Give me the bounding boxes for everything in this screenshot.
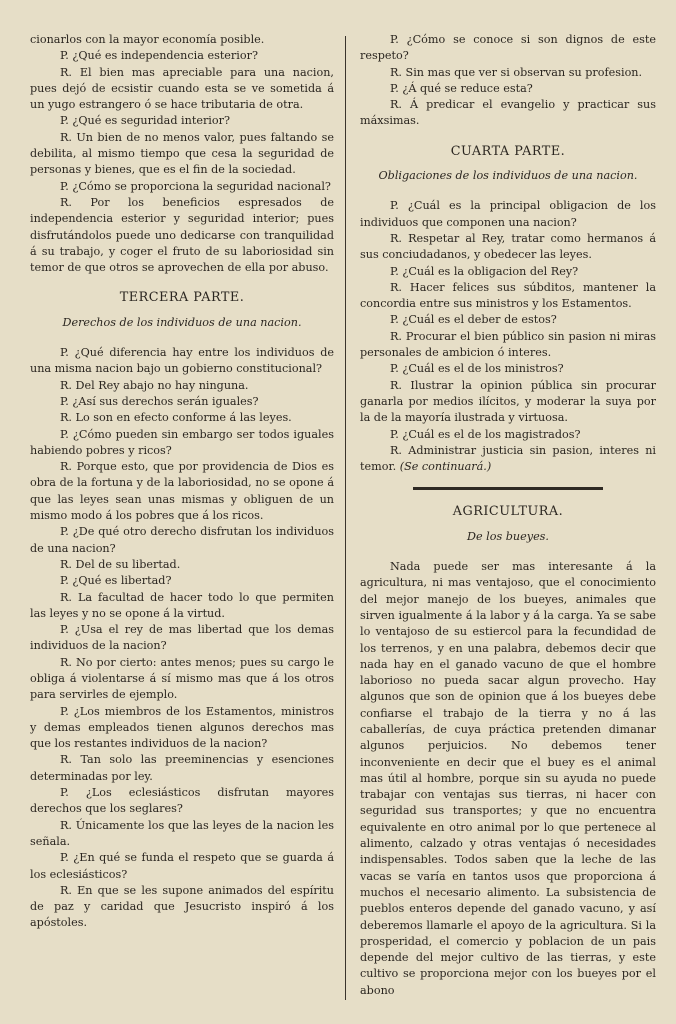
question: P. ¿Usa el rey de mas libertad que los demas individuos de la nacion?: [30, 623, 334, 653]
answer: R. Á predicar el evangelio y practicar sus máxsimas.: [360, 98, 656, 128]
answer: R. Del Rey abajo no hay ninguna.: [60, 378, 249, 392]
question: P. ¿Cuál es el de los ministros?: [390, 362, 564, 376]
continued-note: (Se continuará.): [399, 460, 492, 474]
question: P. ¿En qué se funda el respeto que se guarda á los eclesiásticos?: [30, 851, 334, 881]
answer-text: R. Administrar justicia sin pasion, interes ni temor.: [360, 443, 656, 474]
question: P. ¿Los miembros de los Estamentos, ministros y demas empleados tienen algunos derechos mas que los restantes individuos de la nacion?: [30, 704, 334, 751]
article-body: Nada puede ser mas interesante á la agricultura, ni mas ventajoso, que el conocimiento del mejor manejo de los bueyes, animales que sirven igualmente á la labor y á la carga. Ya se sabe lo ventajoso de su estiercol para la fecundidad de los terrenos, y en una palabra, debemos decir que nada hay en el ganado vacuno de que el hombre laborioso no pueda sacar algun provecho. Hay algunos que son de opinion que á los bueyes debe confiarse el trabajo de la tierra y no á las caballerías, de cuya práctica pretenden dimanar algunos perjuicios. No debemos tener inconveniente en decir que el buey es el animal mas útil al hombre, porque sin su ayuda no puede trabajar con ventajas sus tierras, ni hacer con seguridad sus transportes; y que no encuentra equivalente en otro animal por lo que pertenece al alimento, calzado y otras ventajas ó necesidades indispensables. Todos saben que la leche de las vacas se varía en tantos usos que proporciona á muchos el necesario alimento. La subsistencia de pueblos enteros depende del ganado vacuno, y así deberemos llamarle el apoyo de la agricultura. Si la prosperidad, el comercio y poblacion de un pais depende del mejor cultivo de las tierras, y este cultivo se proporciona mejor con los bueyes por el abono: [360, 560, 656, 997]
answer: R. Procurar el bien público sin pasion ni miras personales de ambicion ó interes.: [360, 329, 656, 360]
question: P. ¿Á qué se reduce esta?: [390, 81, 533, 95]
section-subheading: Derechos de los individuos de una nacion.: [62, 315, 302, 329]
right-column: [360, 32, 656, 999]
answer: R. Ilustrar la opinion pública sin procurar ganarla por medios ilícitos, y moderar la suya por la de la mayoría ilustrada y virtuosa.: [360, 378, 656, 425]
question: P. ¿Cómo se conoce si son dignos de este respeto?: [360, 33, 656, 63]
answer: R. Respetar al Rey, tratar como hermanos á sus conciudadanos, y obedecer las leyes.: [360, 231, 656, 262]
section-rule: [413, 487, 603, 490]
answer: R. Porque esto, que por providencia de Dios es obra de la fortuna y de la laboriosidad, no se opone á que las leyes sean unas mismas y obliguen de un mismo modo á los pobres que á los ricos.: [30, 460, 334, 523]
answer: R. Por los beneficios espresados de independencia esterior y seguridad interior; pues disfrutándolos puede uno dedicarse con tranquilidad á su trabajo, y coger el fruto de su laboriosidad sin temor de que otros se aprovechen de ella por abuso.: [30, 195, 334, 275]
answer: R. Tan solo las preeminencias y esenciones determinadas por ley.: [30, 753, 334, 783]
answer: R. En que se les supone animados del espíritu de paz y caridad que Jesucristo inspiró á los apóstoles.: [30, 883, 334, 930]
question: P. ¿Cuál es el deber de estos?: [390, 313, 557, 327]
question: P. ¿Qué diferencia hay entre los individuos de una misma nacion bajo un gobierno constitucional?: [30, 346, 334, 376]
answer: R. La facultad de hacer todo lo que permiten las leyes y no se opone á la virtud.: [30, 590, 334, 620]
question: P. ¿Qué es libertad?: [60, 574, 172, 588]
section-heading-tercera: TERCERA PARTE.: [119, 290, 245, 306]
question: P. ¿Cómo pueden sin embargo ser todos iguales habiendo pobres y ricos?: [30, 427, 334, 457]
answer: R. El bien mas apreciable para una nacion, pues dejó de ecsistir cuando esta se ve sometida á un yugo estrangero ó se hace tributaria de otra.: [30, 65, 334, 112]
question: P. ¿Qué es independencia esterior?: [60, 49, 258, 63]
answer: [360, 443, 656, 476]
column-divider: [345, 36, 346, 1000]
question: P. ¿Cuál es la principal obligacion de los individuos que componen una nacion?: [360, 199, 656, 229]
answer: R. Del de su libertad.: [60, 557, 181, 571]
section-subheading: De los bueyes.: [467, 529, 549, 543]
section-subheading: Obligaciones de los individuos de una nacion.: [378, 169, 638, 183]
question: P. ¿De qué otro derecho disfrutan los individuos de una nacion?: [30, 525, 334, 555]
answer: R. Lo son en efecto conforme á las leyes.: [60, 411, 292, 425]
question: P. ¿Cuál es la obligacion del Rey?: [390, 264, 579, 278]
question: P. ¿Qué es seguridad interior?: [60, 114, 230, 128]
section-heading-agricultura: AGRICULTURA.: [452, 504, 564, 520]
paragraph: cionarlos con la mayor economía posible.: [30, 33, 265, 46]
section-heading-cuarta: CUARTA PARTE.: [450, 143, 566, 159]
answer: R. Únicamente los que las leyes de la nacion les señala.: [30, 818, 334, 848]
answer: R. Hacer felices sus súbditos, mantener la concordia entre sus ministros y los Estamentos.: [360, 280, 656, 311]
question: P. ¿Así sus derechos serán iguales?: [60, 394, 259, 408]
answer: R. Sin mas que ver si observan su profesion.: [390, 65, 643, 79]
question: P. ¿Cuál es el de los magistrados?: [390, 427, 581, 441]
answer: R. Un bien de no menos valor, pues faltando se debilita, al mismo tiempo que cesa la seguridad de personas y bienes, que es el fin de la sociedad.: [30, 130, 334, 177]
answer: R. No por cierto: antes menos; pues su cargo le obliga á violentarse á sí mismo mas que á los otros para servirles de ejemplo.: [30, 655, 334, 702]
left-column: [30, 32, 334, 932]
question: P. ¿Los eclesiásticos disfrutan mayores derechos que los seglares?: [30, 786, 334, 816]
question: P. ¿Cómo se proporciona la seguridad nacional?: [60, 179, 331, 193]
